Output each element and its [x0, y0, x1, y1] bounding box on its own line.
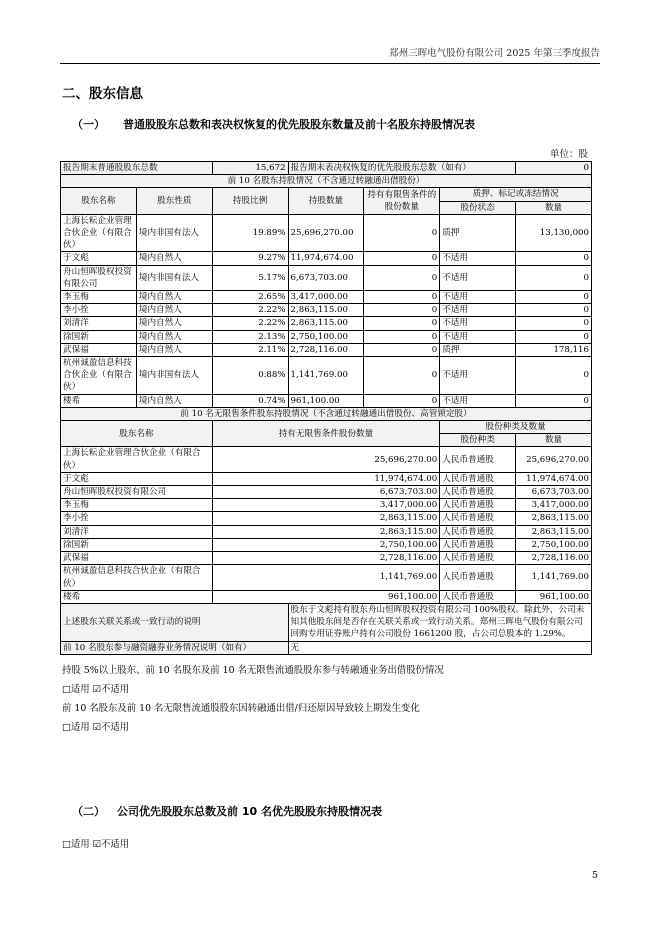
holding-ratio: 0.74%	[212, 394, 288, 407]
holding-qty: 2,863,115.00	[288, 317, 364, 330]
holder-name: 于文彪	[61, 252, 137, 265]
holder-name: 楼希	[61, 590, 213, 603]
share-amount: 2,863,115.00	[516, 512, 592, 525]
holder-nature: 境内自然人	[136, 291, 212, 304]
margin-label: 前 10 名股东参与融资融券业务情况说明（如有）	[61, 641, 289, 654]
restricted-qty: 0	[364, 357, 440, 395]
share-amount: 2,728,116.00	[516, 552, 592, 565]
margin-value: 无	[288, 641, 591, 654]
note-applicability-1: □适用 ☑不适用	[62, 684, 130, 695]
share-kind: 人民币普通股	[440, 552, 516, 565]
subsection-number: （一）	[72, 118, 105, 131]
holding-qty: 3,417,000.00	[288, 291, 364, 304]
holding-ratio: 2.65%	[212, 291, 288, 304]
table-row	[61, 394, 592, 407]
table-row	[61, 214, 592, 252]
holder-nature: 境内自然人	[136, 394, 212, 407]
holding-ratio: 2.22%	[212, 317, 288, 330]
table-row	[61, 252, 592, 265]
col-header-ratio: 持股比例	[212, 188, 288, 214]
pledged-amount: 0	[516, 330, 592, 343]
note-applicability-2: □适用 ☑不适用	[62, 722, 130, 733]
table-row	[61, 512, 592, 525]
restricted-qty: 0	[364, 317, 440, 330]
unrestricted-qty: 2,728,116.00	[212, 552, 440, 565]
relation-text: 股东于文彪持有股东舟山恒晖股权投资有限公司 100%股权。除此外，公司未知其他股东间是否存在关联关系或一致行动关系。郑州三晖电气股份有限公司回购专用证券账户持有公司股份 1661200 股，占公司总股本的 1.29%。	[288, 603, 591, 641]
holder-name: 杭州诚盈信息科技合伙企业（有限合伙）	[61, 357, 137, 395]
holder-name: 李小拴	[61, 304, 137, 317]
table-row	[61, 291, 592, 304]
share-status: 不适用	[440, 252, 516, 265]
relation-row	[61, 603, 592, 641]
holder-name: 杭州诚盈信息科技合伙企业（有限合伙）	[61, 565, 213, 590]
pledged-amount: 0	[516, 317, 592, 330]
share-kind: 人民币普通股	[440, 525, 516, 538]
holder-name: 李玉梅	[61, 291, 137, 304]
col-header-qty: 持股数量	[288, 188, 364, 214]
share-amount: 2,750,100.00	[516, 538, 592, 551]
table-row	[61, 590, 592, 603]
pledged-amount: 0	[516, 265, 592, 290]
table-row	[61, 486, 592, 499]
holder-nature: 境内非国有法人	[136, 214, 212, 252]
col-header-status: 股份状态	[440, 201, 516, 214]
share-status: 不适用	[440, 265, 516, 290]
table-row	[61, 447, 592, 472]
holding-qty: 25,696,270.00	[288, 214, 364, 252]
share-kind: 人民币普通股	[440, 512, 516, 525]
table-row	[61, 525, 592, 538]
unrestricted-qty: 3,417,000.00	[212, 499, 440, 512]
holder-name: 徐国新	[61, 538, 213, 551]
col-header-kind: 股份种类	[440, 434, 516, 447]
pref-holders-value: 0	[516, 162, 592, 175]
holder-name: 刘清洋	[61, 317, 137, 330]
subsection-title-1	[72, 116, 475, 132]
holder-nature: 境内自然人	[136, 304, 212, 317]
holder-name: 刘清洋	[61, 525, 213, 538]
unrestricted-qty: 25,696,270.00	[212, 447, 440, 472]
holding-qty: 2,728,116.00	[288, 343, 364, 356]
subsection-title-2	[72, 803, 382, 819]
col-header-restricted: 持有有限售条件的股份数量	[364, 188, 440, 214]
holder-nature: 境内自然人	[136, 252, 212, 265]
table-row	[61, 304, 592, 317]
total-holders-label: 报告期末普通股股东总数	[61, 162, 213, 175]
col-header-unrestricted-qty: 持有无限售条件股份数量	[212, 421, 440, 447]
holding-ratio: 5.17%	[212, 265, 288, 290]
holding-qty: 2,863,115.00	[288, 304, 364, 317]
header-rule	[60, 63, 600, 64]
holder-name: 上海长耘企业管理合伙企业（有限合伙）	[61, 447, 213, 472]
col-header-kind-group: 股份种类及数量	[440, 421, 592, 434]
table-row	[61, 552, 592, 565]
share-status: 质押	[440, 214, 516, 252]
subsection-number: （二）	[72, 805, 105, 818]
col-header-name: 股东名称	[61, 421, 213, 447]
holder-name: 李玉梅	[61, 499, 213, 512]
col-header-nature: 股东性质	[136, 188, 212, 214]
share-kind: 人民币普通股	[440, 472, 516, 485]
share-status: 不适用	[440, 317, 516, 330]
holder-name: 上海长耘企业管理合伙企业（有限合伙）	[61, 214, 137, 252]
unrestricted-qty: 2,863,115.00	[212, 525, 440, 538]
pref-holders-label: 报告期末表决权恢复的优先股股东总数（如有）	[288, 162, 516, 175]
total-holders-value: 15,672	[212, 162, 288, 175]
restricted-qty: 0	[364, 265, 440, 290]
restricted-qty: 0	[364, 394, 440, 407]
holding-qty: 2,750,100.00	[288, 330, 364, 343]
pledged-amount: 13,130,000	[516, 214, 592, 252]
unrestricted-qty: 961,100.00	[212, 590, 440, 603]
table-row	[61, 317, 592, 330]
share-status: 不适用	[440, 357, 516, 395]
table-row	[61, 343, 592, 356]
pledged-amount: 0	[516, 394, 592, 407]
share-amount: 25,696,270.00	[516, 447, 592, 472]
holding-ratio: 2.13%	[212, 330, 288, 343]
pledged-amount: 0	[516, 304, 592, 317]
holding-qty: 1,141,769.00	[288, 357, 364, 395]
share-kind: 人民币普通股	[440, 565, 516, 590]
col-header-name: 股东名称	[61, 188, 137, 214]
holder-name: 于文彪	[61, 472, 213, 485]
relation-label: 上述股东关联关系或一致行动的说明	[61, 603, 289, 641]
holder-nature: 境内非国有法人	[136, 357, 212, 395]
share-status: 不适用	[440, 330, 516, 343]
top10-header-row	[61, 188, 592, 201]
summary-row	[61, 162, 592, 175]
top10-title: 前 10 名股东持股情况（不含通过转融通出借股份）	[61, 175, 592, 188]
holding-ratio: 0.88%	[212, 357, 288, 395]
share-amount: 6,673,703.00	[516, 486, 592, 499]
holding-ratio: 19.89%	[212, 214, 288, 252]
table-row	[61, 538, 592, 551]
pledged-amount: 0	[516, 291, 592, 304]
holding-ratio: 9.27%	[212, 252, 288, 265]
restricted-qty: 0	[364, 252, 440, 265]
unrestricted-title: 前 10 名无限售条件股东持股情况（不含通过转融通出借股份、高管锁定股）	[61, 407, 592, 420]
note-lending-change: 前 10 名股东及前 10 名无限售流通股股东因转融通出借/归还原因导致较上期发生变化	[62, 703, 420, 714]
table-row	[61, 499, 592, 512]
top10-title-row	[61, 175, 592, 188]
subsection-text: 公司优先股股东总数及前 10 名优先股股东持股情况表	[117, 805, 382, 818]
unrestricted-qty: 2,863,115.00	[212, 512, 440, 525]
subsection-text: 普通股股东总数和表决权恢复的优先股股东数量及前十名股东持股情况表	[123, 118, 475, 131]
section-title: 二、股东信息	[62, 86, 143, 102]
holding-ratio: 2.22%	[212, 304, 288, 317]
share-amount: 1,141,769.00	[516, 565, 592, 590]
page-number: 5	[591, 870, 598, 881]
table-row	[61, 330, 592, 343]
unrestricted-qty: 6,673,703.00	[212, 486, 440, 499]
unit-label: 单位：股	[549, 149, 588, 160]
restricted-qty: 0	[364, 304, 440, 317]
pledged-amount: 178,116	[516, 343, 592, 356]
restricted-qty: 0	[364, 330, 440, 343]
share-status: 不适用	[440, 304, 516, 317]
unrestricted-qty: 2,750,100.00	[212, 538, 440, 551]
unrestricted-qty: 1,141,769.00	[212, 565, 440, 590]
holder-name: 楼希	[61, 394, 137, 407]
holder-name: 武保福	[61, 552, 213, 565]
holding-qty: 961,100.00	[288, 394, 364, 407]
holding-qty: 11,974,674.00	[288, 252, 364, 265]
holder-name: 舟山恒晖股权投资有限公司	[61, 265, 137, 290]
table-row	[61, 472, 592, 485]
share-amount: 2,863,115.00	[516, 525, 592, 538]
col-header-amount: 数量	[516, 434, 592, 447]
table-row	[61, 357, 592, 395]
holder-nature: 境内自然人	[136, 343, 212, 356]
pledged-amount: 0	[516, 252, 592, 265]
share-kind: 人民币普通股	[440, 499, 516, 512]
restricted-qty: 0	[364, 291, 440, 304]
share-amount: 961,100.00	[516, 590, 592, 603]
holder-name: 武保福	[61, 343, 137, 356]
page-header: 郑州三晖电气股份有限公司 2025 年第三季度报告	[389, 48, 600, 59]
share-kind: 人民币普通股	[440, 447, 516, 472]
share-status: 不适用	[440, 394, 516, 407]
unrestricted-header-row	[61, 421, 592, 434]
holder-nature: 境内自然人	[136, 330, 212, 343]
col-header-amount: 数量	[516, 201, 592, 214]
share-amount: 11,974,674.00	[516, 472, 592, 485]
col-header-pledge-group: 质押、标记或冻结情况	[440, 188, 592, 201]
holding-qty: 6,673,703.00	[288, 265, 364, 290]
share-kind: 人民币普通股	[440, 486, 516, 499]
unrestricted-title-row	[61, 407, 592, 420]
note-securities-lending: 持股 5%以上股东、前 10 名股东及前 10 名无限售流通股股东参与转融通业务出借股份情况	[62, 665, 444, 676]
unrestricted-qty: 11,974,674.00	[212, 472, 440, 485]
shareholder-table	[60, 161, 592, 655]
holding-ratio: 2.11%	[212, 343, 288, 356]
share-kind: 人民币普通股	[440, 538, 516, 551]
share-status: 质押	[440, 343, 516, 356]
share-kind: 人民币普通股	[440, 590, 516, 603]
restricted-qty: 0	[364, 343, 440, 356]
restricted-qty: 0	[364, 214, 440, 252]
share-status: 不适用	[440, 291, 516, 304]
table-row	[61, 265, 592, 290]
holder-name: 徐国新	[61, 330, 137, 343]
pledged-amount: 0	[516, 357, 592, 395]
share-amount: 3,417,000.00	[516, 499, 592, 512]
note-applicability-3: □适用 ☑不适用	[62, 839, 130, 850]
table-row	[61, 565, 592, 590]
holder-nature: 境内自然人	[136, 317, 212, 330]
margin-row	[61, 641, 592, 654]
holder-nature: 境内非国有法人	[136, 265, 212, 290]
holder-name: 李小拴	[61, 512, 213, 525]
holder-name: 舟山恒晖股权投资有限公司	[61, 486, 213, 499]
